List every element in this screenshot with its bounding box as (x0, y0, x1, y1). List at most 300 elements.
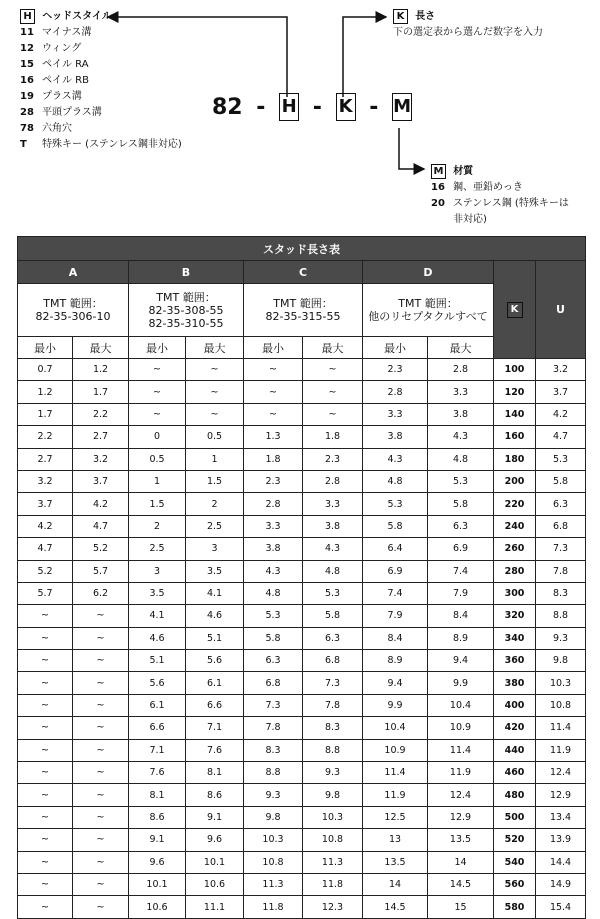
table-cell: 3.7 (73, 470, 129, 492)
u-cell: 4.2 (536, 403, 586, 425)
table-cell: 1.2 (73, 359, 129, 381)
table-cell: ~ (18, 851, 73, 873)
table-cell: 9.8 (244, 806, 303, 828)
table-cell: 8.4 (428, 605, 494, 627)
table-cell: 5.6 (129, 672, 186, 694)
table-cell: 0.5 (186, 426, 244, 448)
table-cell: ~ (73, 896, 129, 918)
table-cell: 2.8 (363, 381, 428, 403)
table-cell: 5.3 (303, 582, 363, 604)
table-cell: 6.8 (303, 650, 363, 672)
range-b (129, 284, 244, 337)
head-style-title: ヘッドスタイル (42, 11, 112, 22)
table-cell: ~ (73, 739, 129, 761)
max-header: 最大 (428, 337, 494, 359)
table-cell: 2.8 (244, 493, 303, 515)
table-cell: 10.3 (303, 806, 363, 828)
k-arrow (343, 17, 386, 97)
range-a-label: TMT 範囲： (43, 297, 103, 310)
k-cell: 520 (494, 829, 536, 851)
table-cell: 4.8 (363, 470, 428, 492)
table-cell: 11.3 (303, 851, 363, 873)
table-cell: ~ (73, 672, 129, 694)
k-cell: 380 (494, 672, 536, 694)
u-cell: 9.3 (536, 627, 586, 649)
table-cell: 4.8 (244, 582, 303, 604)
table-cell: 1.7 (18, 403, 73, 425)
table-cell: 9.6 (186, 829, 244, 851)
table-cell: 3 (186, 538, 244, 560)
table-cell: 2.2 (73, 403, 129, 425)
table-row (18, 582, 586, 604)
head-style-item-code: 28 (20, 107, 34, 118)
table-cell: 4.3 (303, 538, 363, 560)
table-cell: 4.8 (303, 560, 363, 582)
table-cell: 3.3 (363, 403, 428, 425)
table-cell: ~ (73, 627, 129, 649)
table-cell: 11.3 (244, 873, 303, 895)
table-cell: 4.2 (73, 493, 129, 515)
head-style-item-label: 六角穴 (42, 123, 72, 134)
table-cell: ~ (18, 672, 73, 694)
table-row (18, 739, 586, 761)
table-cell: 3.5 (129, 582, 186, 604)
u-cell: 12.9 (536, 784, 586, 806)
table-cell: 13.5 (363, 851, 428, 873)
u-cell: 14.9 (536, 873, 586, 895)
table-row (18, 806, 586, 828)
table-cell: 3.7 (18, 493, 73, 515)
k-cell: 440 (494, 739, 536, 761)
table-cell: 3.8 (428, 403, 494, 425)
table-cell: 7.9 (428, 582, 494, 604)
table-row (18, 784, 586, 806)
group-header-c: C (244, 261, 363, 284)
table-cell: 7.1 (186, 717, 244, 739)
table-cell: 3.3 (428, 381, 494, 403)
table-cell: 14.5 (363, 896, 428, 918)
table-cell: 3.3 (303, 493, 363, 515)
table-cell: 5.8 (244, 627, 303, 649)
table-cell: 4.1 (186, 582, 244, 604)
head-style-item-code: 11 (20, 27, 34, 38)
table-cell: 6.3 (428, 515, 494, 537)
table-cell: 0 (129, 426, 186, 448)
table-cell: ~ (18, 650, 73, 672)
table-cell: 8.3 (244, 739, 303, 761)
k-cell: 580 (494, 896, 536, 918)
table-cell: ~ (129, 381, 186, 403)
table-cell: 6.3 (244, 650, 303, 672)
table-cell: ~ (18, 739, 73, 761)
table-cell: 3.2 (73, 448, 129, 470)
table-cell: 4.2 (18, 515, 73, 537)
k-cell: 460 (494, 762, 536, 784)
k-cell: 200 (494, 470, 536, 492)
head-style-item-label: 特殊キー (ステンレス鋼非対応) (42, 139, 182, 150)
u-cell: 15.4 (536, 896, 586, 918)
table-cell: 14 (363, 873, 428, 895)
table-cell: 3 (129, 560, 186, 582)
table-cell: 4.1 (129, 605, 186, 627)
table-cell: 8.6 (129, 806, 186, 828)
min-header: 最小 (129, 337, 186, 359)
table-cell: 0.5 (129, 448, 186, 470)
table-row (18, 426, 586, 448)
table-cell: 2.3 (363, 359, 428, 381)
table-cell: 11.4 (428, 739, 494, 761)
table-cell: ~ (18, 605, 73, 627)
table-cell: 5.7 (73, 560, 129, 582)
table-row (18, 650, 586, 672)
table-cell: 2.2 (18, 426, 73, 448)
table-cell: 2.5 (186, 515, 244, 537)
k-cell: 280 (494, 560, 536, 582)
u-cell: 7.8 (536, 560, 586, 582)
table-cell: 11.9 (363, 784, 428, 806)
head-style-item-code: 19 (20, 91, 34, 102)
table-cell: 11.8 (303, 873, 363, 895)
k-cell: 240 (494, 515, 536, 537)
part-number-separator: - (312, 94, 322, 120)
head-style-item-code: T (20, 139, 27, 150)
table-cell: 2 (129, 515, 186, 537)
table-cell: 1 (129, 470, 186, 492)
table-cell: 1 (186, 448, 244, 470)
table-cell: ~ (18, 784, 73, 806)
table-row (18, 672, 586, 694)
table-cell: ~ (73, 873, 129, 895)
table-cell: 4.7 (73, 515, 129, 537)
table-cell: 6.6 (186, 694, 244, 716)
table-row (18, 448, 586, 470)
table-cell: 6.8 (244, 672, 303, 694)
table-cell: ~ (73, 829, 129, 851)
range-c-value: 82-35-315-55 (265, 310, 341, 323)
table-row (18, 694, 586, 716)
range-b-value-2: 82-35-310-55 (148, 316, 224, 330)
table-cell: 9.9 (428, 672, 494, 694)
table-cell: ~ (73, 784, 129, 806)
table-cell: 8.6 (186, 784, 244, 806)
table-cell: 10.9 (428, 717, 494, 739)
table-cell: 8.3 (303, 717, 363, 739)
table-cell: 10.8 (303, 829, 363, 851)
table-row (18, 515, 586, 537)
material-title: 材質 (453, 166, 474, 177)
table-cell: ~ (73, 851, 129, 873)
table-cell: ~ (186, 403, 244, 425)
k-cell: 500 (494, 806, 536, 828)
table-cell: ~ (73, 650, 129, 672)
table-cell: 5.1 (186, 627, 244, 649)
table-cell: 8.1 (186, 762, 244, 784)
table-cell: 2.7 (73, 426, 129, 448)
table-cell: 8.9 (363, 650, 428, 672)
table-cell: 7.4 (428, 560, 494, 582)
table-cell: ~ (73, 694, 129, 716)
table-row (18, 403, 586, 425)
table-cell: 10.9 (363, 739, 428, 761)
k-cell: 320 (494, 605, 536, 627)
head-style-item-label: ペイル RA (42, 59, 89, 70)
table-cell: ~ (18, 806, 73, 828)
table-cell: 11.8 (244, 896, 303, 918)
max-header: 最大 (73, 337, 129, 359)
k-cell: 540 (494, 851, 536, 873)
head-style-item-code: 16 (20, 75, 34, 86)
group-header-b: B (129, 261, 244, 284)
table-cell: ~ (73, 605, 129, 627)
table-cell: 7.8 (303, 694, 363, 716)
table-cell: 7.6 (129, 762, 186, 784)
range-b-label: TMT 範囲： (156, 290, 216, 304)
table-cell: 2.3 (244, 470, 303, 492)
table-cell: 1.5 (186, 470, 244, 492)
head-style-item-code: 78 (20, 123, 34, 134)
k-header (494, 261, 536, 359)
k-cell: 120 (494, 381, 536, 403)
table-cell: 12.4 (428, 784, 494, 806)
table-cell: 14.5 (428, 873, 494, 895)
u-cell: 11.4 (536, 717, 586, 739)
table-cell: 3.8 (244, 538, 303, 560)
length-description: 下の選定表から選んだ数字を入力 (393, 27, 543, 38)
table-cell: 2.3 (303, 448, 363, 470)
u-cell: 3.2 (536, 359, 586, 381)
table-cell: ~ (186, 359, 244, 381)
range-c-label: TMT 範囲： (273, 297, 333, 310)
table-cell: 3.2 (18, 470, 73, 492)
table-cell: 11.9 (428, 762, 494, 784)
k-cell: 180 (494, 448, 536, 470)
table-cell: ~ (129, 403, 186, 425)
u-cell: 6.3 (536, 493, 586, 515)
head-style-item-label: プラス溝 (42, 91, 82, 102)
table-cell: 8.8 (303, 739, 363, 761)
head-style-item-code: 12 (20, 43, 34, 54)
table-cell: 6.9 (428, 538, 494, 560)
table-cell: 9.4 (428, 650, 494, 672)
table-cell: 9.8 (303, 784, 363, 806)
table-cell: 9.1 (129, 829, 186, 851)
u-cell: 7.3 (536, 538, 586, 560)
table-cell: 8.4 (363, 627, 428, 649)
table-cell: ~ (18, 829, 73, 851)
table-cell: 6.2 (73, 582, 129, 604)
part-number-k-box: K (336, 93, 356, 121)
table-cell: ~ (244, 381, 303, 403)
table-cell: 2.8 (303, 470, 363, 492)
table-cell: 4.3 (428, 426, 494, 448)
table-row (18, 470, 586, 492)
table-cell: 13 (363, 829, 428, 851)
u-cell: 3.7 (536, 381, 586, 403)
table-cell: 2.7 (18, 448, 73, 470)
part-number-separator: - (256, 94, 266, 120)
table-row (18, 717, 586, 739)
part-number-m-box: M (392, 93, 412, 121)
table-cell: ~ (244, 359, 303, 381)
table-cell: 10.6 (186, 873, 244, 895)
table-cell: 1.8 (244, 448, 303, 470)
table-cell: ~ (18, 873, 73, 895)
head-style-item-code: 15 (20, 59, 34, 70)
material-item-label: 鋼、亜鉛めっき (453, 182, 523, 193)
table-cell: 6.3 (303, 627, 363, 649)
table-cell: 5.3 (244, 605, 303, 627)
k-cell: 160 (494, 426, 536, 448)
material-item-label: ステンレス鋼 (特殊キーは (453, 198, 569, 209)
table-cell: 3.5 (186, 560, 244, 582)
table-cell: 5.2 (18, 560, 73, 582)
table-cell: 0.7 (18, 359, 73, 381)
table-cell: 3.8 (363, 426, 428, 448)
table-cell: 1.2 (18, 381, 73, 403)
table-cell: 7.3 (244, 694, 303, 716)
table-cell: ~ (73, 806, 129, 828)
table-cell: 4.6 (129, 627, 186, 649)
head-style-item-label: マイナス溝 (42, 27, 92, 38)
group-header-d: D (363, 261, 494, 284)
table-cell: 15 (428, 896, 494, 918)
table-cell: 8.8 (244, 762, 303, 784)
k-cell: 300 (494, 582, 536, 604)
table-cell: 7.8 (244, 717, 303, 739)
table-cell: 4.3 (244, 560, 303, 582)
k-cell: 420 (494, 717, 536, 739)
table-cell: 5.8 (363, 515, 428, 537)
table-cell: ~ (186, 381, 244, 403)
u-cell: 13.9 (536, 829, 586, 851)
head-style-key-box: H (20, 9, 35, 24)
range-a-value: 82-35-306-10 (35, 310, 111, 323)
u-cell: 5.3 (536, 448, 586, 470)
table-cell: 6.9 (363, 560, 428, 582)
table-cell: 7.3 (303, 672, 363, 694)
k-cell: 140 (494, 403, 536, 425)
material-key-box: M (431, 164, 446, 179)
u-cell: 9.8 (536, 650, 586, 672)
table-cell: 5.6 (186, 650, 244, 672)
table-cell: 7.9 (363, 605, 428, 627)
table-cell: 4.6 (186, 605, 244, 627)
table-cell: ~ (18, 762, 73, 784)
table-cell: ~ (73, 762, 129, 784)
table-cell: 9.6 (129, 851, 186, 873)
material-item-label: 非対応) (453, 214, 487, 225)
u-cell: 10.8 (536, 694, 586, 716)
table-cell: 11.1 (186, 896, 244, 918)
u-header: U (536, 261, 586, 359)
table-cell: 7.4 (363, 582, 428, 604)
table-cell: 6.4 (363, 538, 428, 560)
u-cell: 10.3 (536, 672, 586, 694)
u-cell: 8.3 (536, 582, 586, 604)
table-cell: ~ (244, 403, 303, 425)
table-cell: 1.3 (244, 426, 303, 448)
table-row (18, 493, 586, 515)
range-a (18, 284, 129, 337)
table-cell: 9.3 (244, 784, 303, 806)
table-cell: 4.3 (363, 448, 428, 470)
table-row (18, 829, 586, 851)
table-cell: ~ (303, 359, 363, 381)
table-row (18, 873, 586, 895)
h-arrow (108, 17, 287, 97)
table-row (18, 627, 586, 649)
table-cell: 3.8 (303, 515, 363, 537)
m-arrow (399, 128, 424, 169)
u-cell: 11.9 (536, 739, 586, 761)
table-cell: 5.8 (428, 493, 494, 515)
k-cell: 340 (494, 627, 536, 649)
table-cell: 10.8 (244, 851, 303, 873)
range-d (363, 284, 494, 337)
u-cell: 12.4 (536, 762, 586, 784)
table-cell: ~ (129, 359, 186, 381)
table-row (18, 896, 586, 918)
range-d-value: 他のリセプタクルすべて (368, 310, 488, 323)
table-cell: 6.6 (129, 717, 186, 739)
u-cell: 5.8 (536, 470, 586, 492)
table-cell: 5.3 (428, 470, 494, 492)
max-header: 最大 (186, 337, 244, 359)
table-cell: 10.6 (129, 896, 186, 918)
connector-arrows (0, 0, 600, 240)
head-style-item-label: ウィング (42, 43, 82, 54)
table-cell: 8.1 (129, 784, 186, 806)
table-cell: 5.3 (363, 493, 428, 515)
table-cell: 5.7 (18, 582, 73, 604)
u-cell: 14.4 (536, 851, 586, 873)
table-cell: 4.7 (18, 538, 73, 560)
table-cell: 14 (428, 851, 494, 873)
k-cell: 480 (494, 784, 536, 806)
length-key-box: K (393, 9, 408, 24)
table-row (18, 851, 586, 873)
table-cell: 9.9 (363, 694, 428, 716)
table-cell: 13.5 (428, 829, 494, 851)
table-cell: 12.5 (363, 806, 428, 828)
table-cell: 8.9 (428, 627, 494, 649)
table-row (18, 381, 586, 403)
table-cell: 10.1 (129, 873, 186, 895)
head-style-item-label: 平頭プラス溝 (42, 107, 102, 118)
table-row (18, 359, 586, 381)
material-item-code: 16 (431, 182, 445, 193)
table-cell: 10.1 (186, 851, 244, 873)
table-cell: 9.3 (303, 762, 363, 784)
k-cell: 220 (494, 493, 536, 515)
min-header: 最小 (363, 337, 428, 359)
table-row (18, 605, 586, 627)
table-cell: 10.3 (244, 829, 303, 851)
table-cell: 3.3 (244, 515, 303, 537)
table-cell: 6.1 (129, 694, 186, 716)
table-cell: 5.2 (73, 538, 129, 560)
table-cell: ~ (18, 627, 73, 649)
table-body (18, 359, 586, 919)
table-cell: 12.9 (428, 806, 494, 828)
length-title: 長さ (415, 11, 436, 22)
table-cell: ~ (18, 717, 73, 739)
table-cell: 12.3 (303, 896, 363, 918)
min-header: 最小 (244, 337, 303, 359)
table-cell: ~ (303, 381, 363, 403)
part-number-h-box: H (279, 93, 299, 121)
table-cell: ~ (18, 896, 73, 918)
